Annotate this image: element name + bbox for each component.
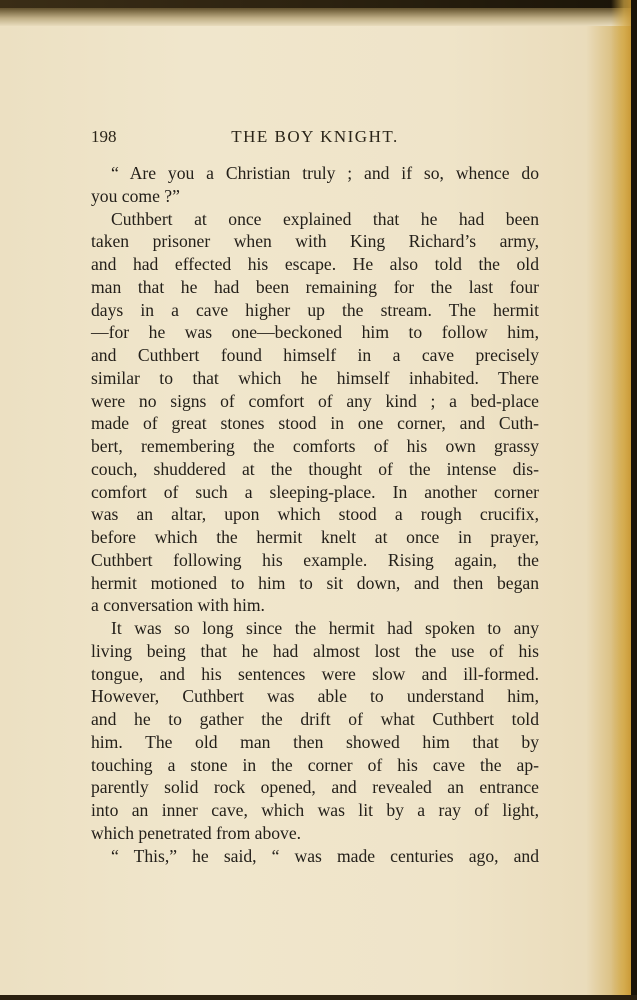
page-bottom-edge	[0, 995, 637, 1000]
text-line: However, Cuthbert was able to understand him,	[91, 686, 539, 707]
text-line: similar to that which he himself inhabited. There	[91, 367, 539, 388]
body-text	[91, 162, 539, 867]
text-line: living being that he had almost lost the use of his	[91, 640, 539, 661]
text-line: “ Are you a Christian truly ; and if so, whence do	[111, 163, 539, 183]
text-line: and he to gather the drift of what Cuthbert told	[91, 709, 539, 729]
text-line: were no signs of comfort of any kind ; a bed-place	[91, 390, 539, 411]
page-header	[91, 127, 539, 149]
text-line: you come ?”	[91, 185, 180, 206]
running-title: THE BOY KNIGHT.	[231, 127, 399, 146]
text-line: hermit motioned to him to sit down, and then began	[91, 572, 539, 593]
text-line: into an inner cave, which was lit by a ray of light,	[91, 800, 539, 820]
page-number: 198	[91, 127, 117, 146]
text-line: Cuthbert following his example. Rising again, the	[91, 549, 539, 570]
text-line: man that he had been remaining for the last four	[91, 276, 539, 297]
text-line: and Cuthbert found himself in a cave precisely	[91, 345, 539, 365]
text-line: couch, shuddered at the thought of the intense dis-	[91, 458, 539, 479]
text-line: and had effected his escape. He also told the old	[91, 254, 539, 274]
text-line: Cuthbert at once explained that he had been	[111, 208, 539, 229]
text-line: —for he was one—beckoned him to follow him,	[91, 322, 539, 343]
text-line: touching a stone in the corner of his cave the ap-	[91, 754, 539, 775]
text-line: before which the hermit knelt at once in prayer,	[91, 527, 539, 547]
page-top-edge	[0, 0, 637, 8]
text-line: It was so long since the hermit had spoken to any	[111, 618, 539, 638]
text-line: was an altar, upon which stood a rough crucifix,	[91, 504, 539, 525]
text-line: comfort of such a sleeping-place. In another corner	[91, 481, 539, 502]
text-line: “ This,” he said, “ was made centuries ago, and	[111, 845, 539, 866]
text-line: taken prisoner when with King Richard’s army,	[91, 231, 539, 252]
page-right-edge	[631, 0, 637, 1000]
text-line: tongue, and his sentences were slow and ill-formed.	[91, 663, 539, 684]
text-line: which penetrated from above.	[91, 822, 302, 843]
text-line: parently solid rock opened, and revealed an entrance	[91, 777, 539, 798]
text-line: a conversation with him.	[91, 595, 265, 616]
text-line: bert, remembering the comforts of his own grassy	[91, 436, 539, 456]
text-line: him. The old man then showed him that by	[91, 731, 539, 752]
text-line: days in a cave higher up the stream. The hermit	[91, 299, 539, 320]
text-line: made of great stones stood in one corner, and Cuth-	[91, 413, 539, 434]
